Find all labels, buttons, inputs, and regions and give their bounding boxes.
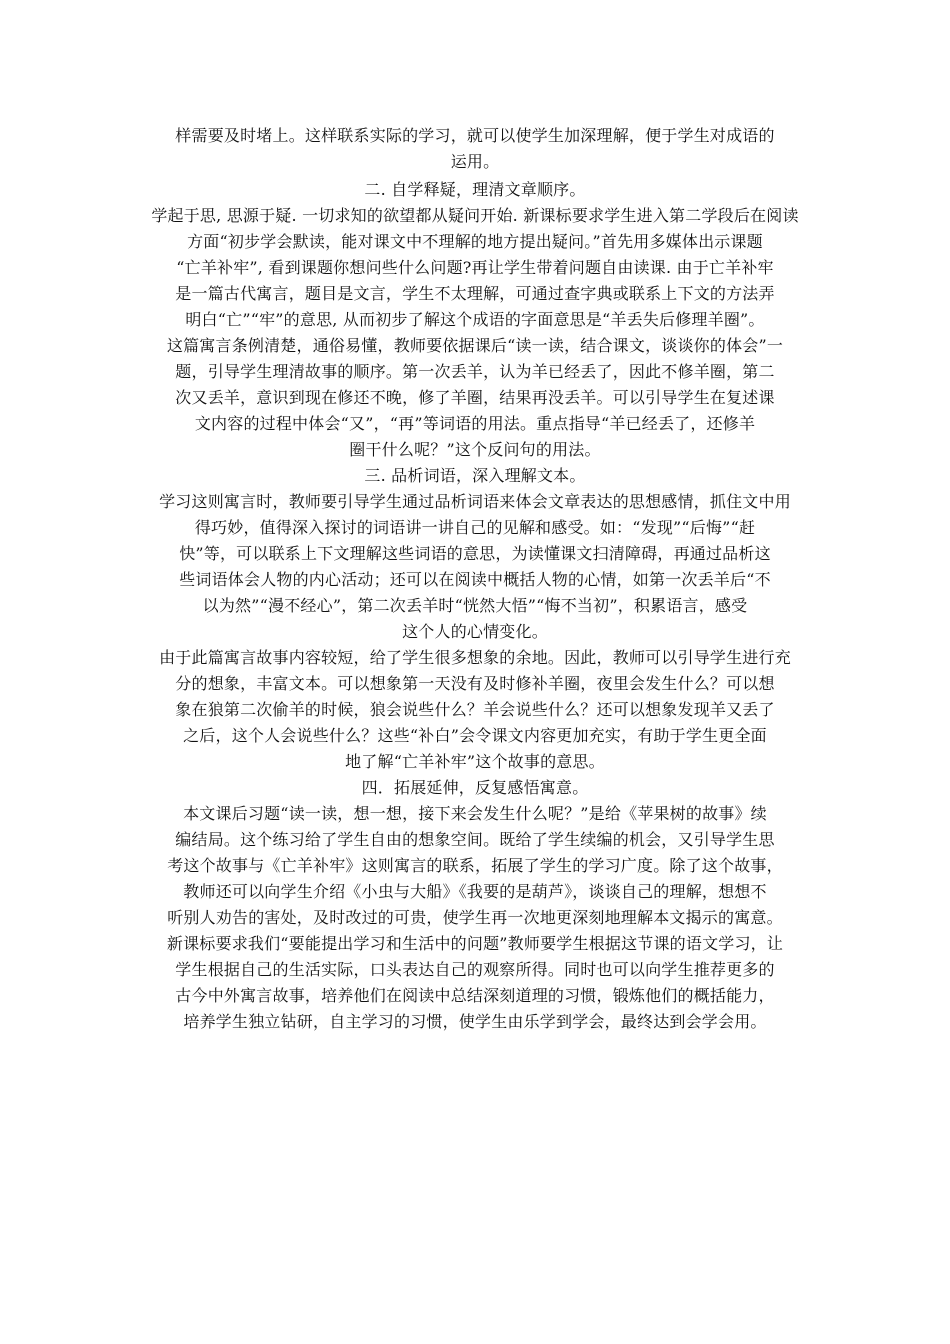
text-line: 教师还可以向学生介绍《小虫与大船》《我要的是葫芦》，谈谈自己的理解，想想不 bbox=[183, 882, 767, 901]
text-line: 培养学生独立钻研，自主学习的习惯，使学生由乐学到学会，最终达到会学会用。 bbox=[183, 1012, 767, 1031]
text-line: “亡羊补牢”, 看到课题你想问些什么问题?再让学生带着问题自由读课. 由于亡羊补牢 bbox=[176, 258, 774, 277]
text-line: 学习这则寓言时，教师要引导学生通过品析词语来体会文章表达的思想感情，抓住文中用 bbox=[159, 492, 791, 511]
text-line: 学起于思, 思源于疑. 一切求知的欲望都从疑问开始. 新课标要求学生进入第二学段后在阅读 bbox=[151, 206, 799, 225]
text-line: 明白“亡”“牢”的意思, 从而初步了解这个成语的字面意思是“羊丢失后修理羊圈”。 bbox=[185, 310, 765, 329]
text-line: 这个人的心情变化。 bbox=[402, 622, 548, 641]
text-line: 由于此篇寓言故事内容较短，给了学生很多想象的余地。因此，教师可以引导学生进行充 bbox=[159, 648, 791, 667]
text-line: 古今中外寓言故事，培养他们在阅读中总结深刻道理的习惯，锻炼他们的概括能力， bbox=[175, 986, 775, 1005]
text-line: 文内容的过程中体会“又”，“再”等词语的用法。重点指导“羊已经丢了，还修羊 bbox=[194, 414, 756, 433]
text-line: 二. 自学释疑，理清文章顺序。 bbox=[364, 180, 586, 199]
text-line: 些词语体会人物的内心活动；还可以在阅读中概括人物的心情，如第一次丢羊后“不 bbox=[179, 570, 771, 589]
text-line: 方面“初步学会默读，能对课文中不理解的地方提出疑问。”首先用多媒体出示课题 bbox=[187, 232, 763, 251]
text-line: 本文课后习题“读一读，想一想，接下来会发生什么呢？”是给《苹果树的故事》续 bbox=[183, 804, 767, 823]
text-line: 圈干什么呢？”这个反问句的用法。 bbox=[349, 440, 601, 459]
text-line: 编结局。这个练习给了学生自由的想象空间。既给了学生续编的机会，又引导学生思 bbox=[175, 830, 775, 849]
text-line: 以为然”“漫不经心”，第二次丢羊时“恍然大悟”“悔不当初”，积累语言，感受 bbox=[202, 596, 748, 615]
text-line: 这篇寓言条例清楚，通俗易懂，教师要依据课后“读一读，结合课文，谈谈你的体会”一 bbox=[166, 336, 784, 355]
text-line: 之后，这个人会说些什么？这些“补白”会令课文内容更加充实，有助于学生更全面 bbox=[183, 726, 767, 745]
text-line: 次又丢羊，意识到现在修还不晚，修了羊圈，结果再没丢羊。可以引导学生在复述课 bbox=[175, 388, 775, 407]
text-line: 象在狼第二次偷羊的时候，狼会说些什么？羊会说些什么？还可以想象发现羊又丢了 bbox=[175, 700, 775, 719]
text-line: 听别人劝告的害处，及时改过的可贵，使学生再一次地更深刻地理解本文揭示的寓意。 bbox=[167, 908, 783, 927]
text-line: 考这个故事与《亡羊补牢》这则寓言的联系，拓展了学生的学习广度。除了这个故事， bbox=[167, 856, 783, 875]
text-line: 得巧妙，值得深入探讨的词语讲一讲自己的见解和感受。如：“发现”“后悔”“赶 bbox=[194, 518, 756, 537]
text-line: 运用。 bbox=[450, 152, 500, 171]
text-line: 四．拓展延伸，反复感悟寓意。 bbox=[361, 778, 589, 797]
text-line: 题，引导学生理清故事的顺序。第一次丢羊，认为羊已经丢了，因此不修羊圈，第二 bbox=[175, 362, 775, 381]
text-line: 三. 品析词语，深入理解文本。 bbox=[364, 466, 586, 485]
text-line: 地了解“亡羊补牢”这个故事的意思。 bbox=[345, 752, 605, 771]
text-line: 新课标要求我们“要能提出学习和生活中的问题”教师要学生根据这节课的语文学习，让 bbox=[166, 934, 784, 953]
text-line: 学生根据自己的生活实际，口头表达自己的观察所得。同时也可以向学生推荐更多的 bbox=[175, 960, 775, 979]
text-line: 快”等，可以联系上下文理解这些词语的意思，为读懂课文扫清障碍，再通过品析这 bbox=[179, 544, 771, 563]
text-line: 是一篇古代寓言，题目是文言，学生不太理解，可通过查字典或联系上下文的方法弄 bbox=[175, 284, 775, 303]
text-line: 分的想象，丰富文本。可以想象第一天没有及时修补羊圈，夜里会发生什么？可以想 bbox=[175, 674, 775, 693]
text-line: 样需要及时堵上。这样联系实际的学习，就可以使学生加深理解，便于学生对成语的 bbox=[175, 126, 775, 145]
